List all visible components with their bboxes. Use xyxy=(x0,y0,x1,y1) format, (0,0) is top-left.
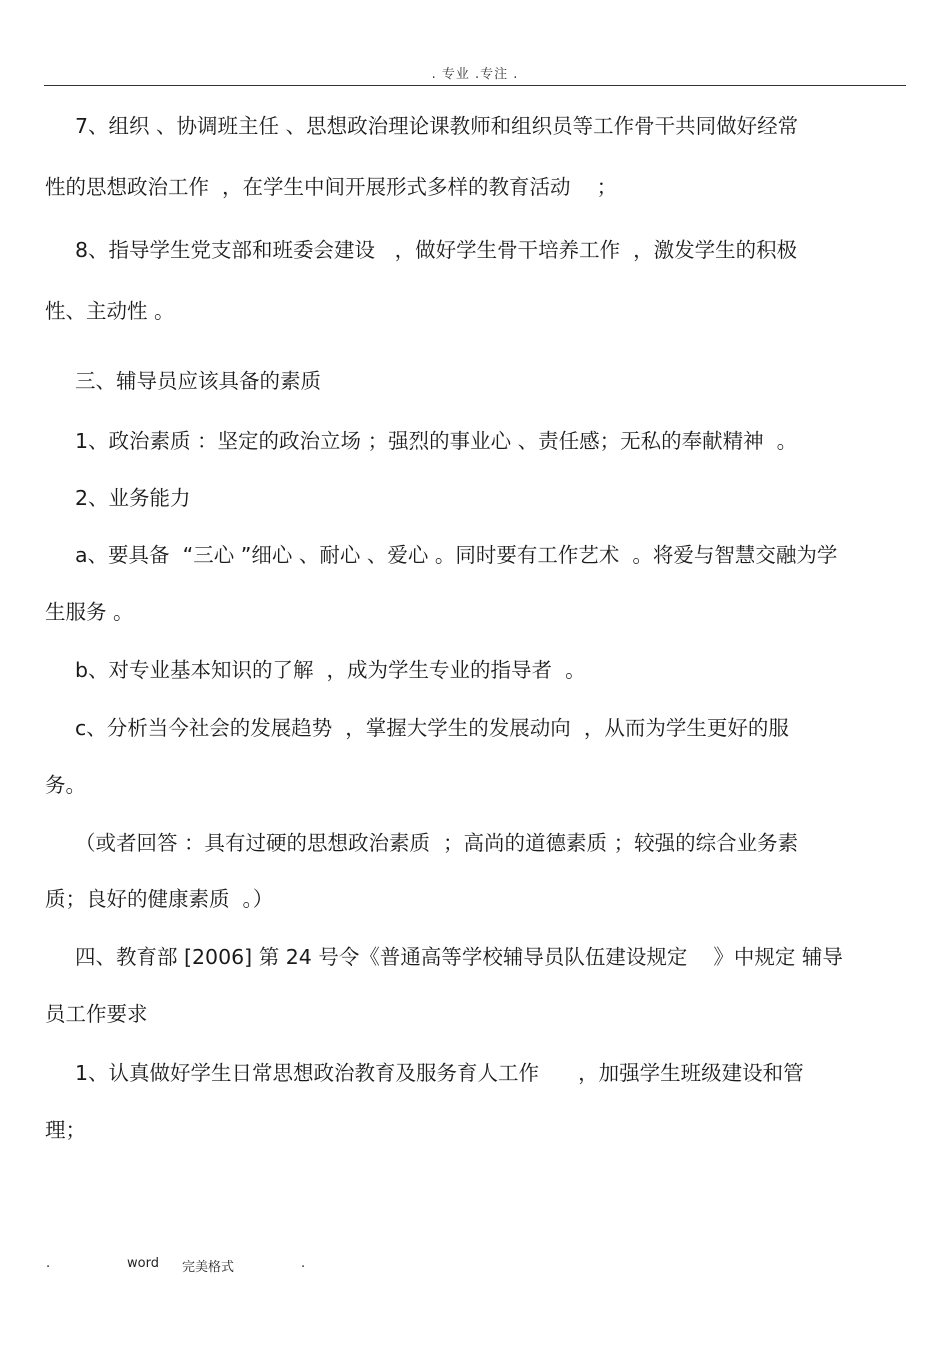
paragraph-line: 理； xyxy=(45,1118,86,1142)
footer-right-dot: . xyxy=(301,1256,306,1271)
paragraph-line: 2、业务能力 xyxy=(75,486,191,510)
section-heading: 三、辅导员应该具备的素质 xyxy=(75,369,321,393)
paragraph-line: 质；良好的健康素质 。） xyxy=(45,887,274,911)
footer-left-dot: . xyxy=(46,1256,51,1271)
paragraph-line: 7、组织 、协调班主任 、思想政治理论课教师和组织员等工作骨干共同做好经常 xyxy=(75,114,799,138)
paragraph-line: 8、指导学生党支部和班委会建设 ，做好学生骨干培养工作 ，激发学生的积极 xyxy=(75,238,798,262)
paragraph-line: c、分析当今社会的发展趋势 ，掌握大学生的发展动向 ，从而为学生更好的服 xyxy=(75,716,789,740)
paragraph-line: （或者回答 ：具有过硬的思想政治素质 ；高尚的道德素质 ；较强的综合业务素 xyxy=(75,831,799,855)
paragraph-line: 务。 xyxy=(45,773,86,797)
paragraph-line: 性、主动性 。 xyxy=(45,299,175,323)
paragraph-line: 1、政治素质 ：坚定的政治立场 ；强烈的事业心 、责任感；无私的奉献精神 。 xyxy=(75,429,798,453)
footer-format: 完美格式 xyxy=(182,1260,235,1275)
paragraph-line: 生服务 。 xyxy=(45,600,134,624)
paragraph-line: a、要具备 “三心 ”细心 、耐心 、爱心 。同时要有工作艺术 。将爱与智慧交融为学 xyxy=(75,543,838,567)
header-divider xyxy=(44,85,906,86)
paragraph-line: 员工作要求 xyxy=(45,1002,148,1026)
page-header-text: . 专业 .专注 . xyxy=(431,67,519,82)
section-heading: 四、教育部 [2006] 第 24 号令《普通高等学校辅导员队伍建设规定 》中规定 辅导 xyxy=(75,945,843,969)
paragraph-line: b、对专业基本知识的了解 ，成为学生专业的指导者 。 xyxy=(75,658,586,682)
footer-word: word xyxy=(127,1256,159,1271)
paragraph-line: 性的思想政治工作 ，在学生中间开展形式多样的教育活动 ； xyxy=(45,175,618,199)
paragraph-line: 1、认真做好学生日常思想政治教育及服务育人工作 ，加强学生班级建设和管 xyxy=(75,1061,804,1085)
